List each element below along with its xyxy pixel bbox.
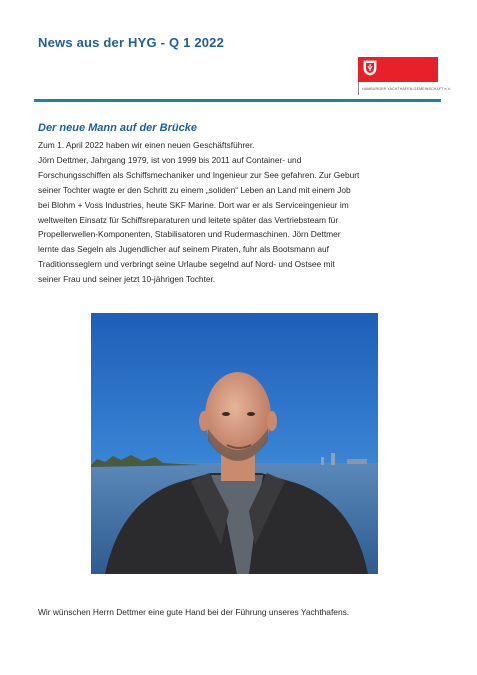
- logo-caption: HAMBURGER YACHTHAFEN-GEMEINSCHAFT e.V.: [362, 87, 451, 91]
- body-line: Zum 1. April 2022 haben wir einen neuen Geschäftsführer.: [38, 140, 255, 150]
- portrait-photo: [91, 313, 378, 574]
- article-body: [38, 138, 440, 287]
- body-line: weltweiten Einsatz für Schiffsreparaturen und leitete später das Vertriebsteam für: [38, 214, 339, 225]
- portrait-illustration: [91, 313, 378, 574]
- header-divider: [34, 99, 441, 102]
- body-line: seiner Tochter wagte er den Schritt zu einem „soliden“ Leben an Land mit einem Job: [38, 184, 351, 195]
- body-line: bei Blohm + Voss Industries, heute SKF Marine. Dort war er als Serviceingenieur im: [38, 199, 349, 210]
- crest-icon: [363, 60, 377, 76]
- closing-line: Wir wünschen Herrn Dettmer eine gute Hand bei der Führung unseres Yachthafens.: [38, 607, 350, 617]
- body-line: Jörn Dettmer, Jahrgang 1979, ist von 1999 bis 2011 auf Container- und: [38, 154, 302, 165]
- article-title: Der neue Mann auf der Brücke: [38, 122, 197, 134]
- newsletter-title: News aus der HYG - Q 1 2022: [38, 35, 225, 50]
- logo-flag: [358, 57, 438, 82]
- body-line: seiner Frau und seiner jetzt 10-jährigen Tochter.: [38, 274, 216, 285]
- body-line: lernte das Segeln als Jugendlicher auf seinem Piraten, fuhr als Bootsmann auf: [38, 244, 329, 255]
- body-line: Traditionsseglern und verbringt seine Urlaube segelnd auf Nord- und Ostsee mit: [38, 259, 335, 270]
- body-line: Propellerwellen-Komponenten, Stabilisatoren und Rudermaschinen. Jörn Dettmer: [38, 229, 341, 240]
- club-logo: [358, 57, 451, 97]
- body-line: Forschungsschiffen als Schiffsmechaniker und Ingenieur zur See gefahren. Zur Geburt: [38, 169, 360, 180]
